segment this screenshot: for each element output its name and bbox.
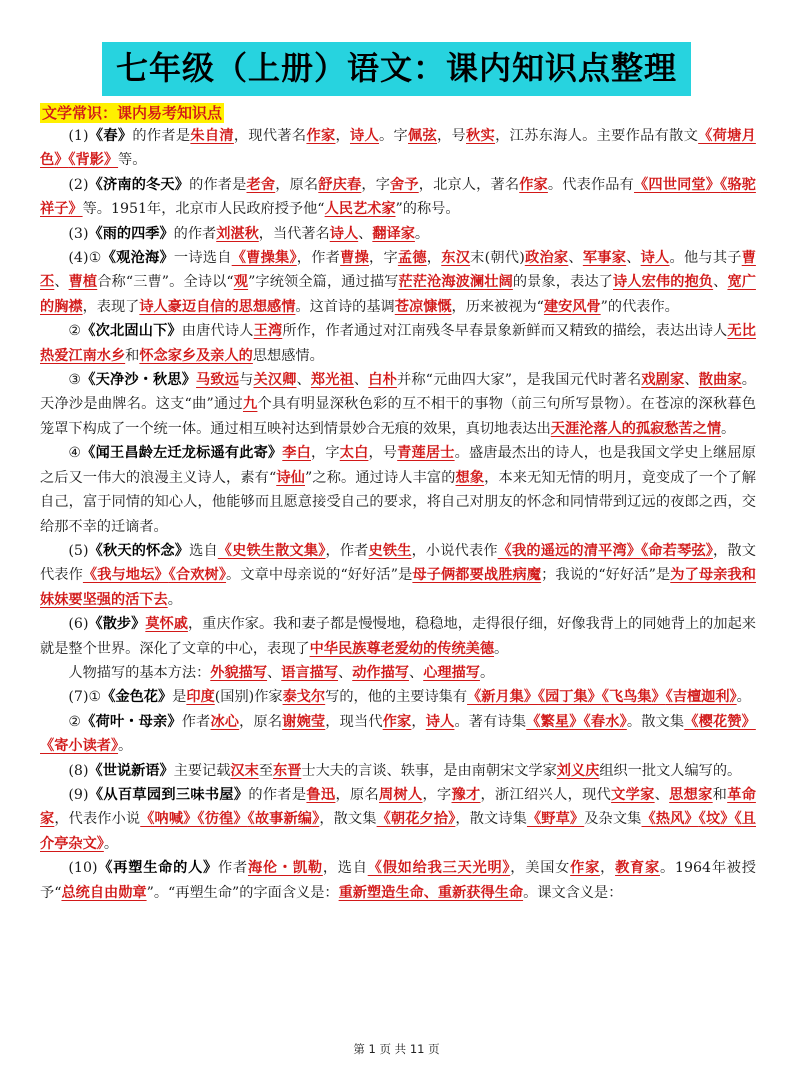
text-run: 、 bbox=[408, 664, 424, 681]
keyword: 《曹操集》 bbox=[231, 250, 297, 267]
text-run: 思想感情。 bbox=[252, 347, 324, 364]
keyword: 《樱花赞》 bbox=[684, 713, 756, 730]
keyword: 马致远 bbox=[196, 372, 240, 389]
paragraph bbox=[40, 246, 756, 319]
keyword: 鲁迅 bbox=[306, 786, 336, 803]
keyword: 泰戈尔 bbox=[282, 689, 326, 706]
text-run: ，本来无知无情的明月，竟变成了一个了解自己，富于同情的知心人，他能够而且愿意接受自己的要求，将自己对朋友的怀念和同情带到辽远的夜郎之西，交给那不幸的迁谪者。 bbox=[40, 469, 756, 535]
keyword: 太白 bbox=[339, 445, 369, 462]
paragraph bbox=[40, 661, 756, 685]
keyword: 《园丁集》 bbox=[538, 689, 602, 706]
keyword: 作家 bbox=[519, 176, 548, 193]
keyword: 母子俩都要战胜病魔 bbox=[412, 567, 542, 584]
text-run: ”字统领全篇，通过描写 bbox=[248, 274, 399, 291]
keyword: 刘湛秋 bbox=[216, 225, 259, 242]
text-run: (3) bbox=[68, 225, 89, 242]
text-run: 。 bbox=[479, 664, 495, 681]
keyword: 《寄小读者》 bbox=[40, 738, 119, 755]
paragraph bbox=[40, 368, 756, 441]
work-title: 《再塑生命的人》 bbox=[97, 860, 219, 877]
keyword: 曹操 bbox=[340, 250, 370, 267]
paragraph bbox=[40, 856, 756, 905]
text-run: 并称“元曲四大家”，是我国元代时著名 bbox=[396, 372, 642, 389]
text-run: 。 bbox=[103, 835, 119, 852]
text-run: (国别)作家 bbox=[214, 689, 283, 706]
text-run: ”之称。通过诗人丰富的 bbox=[305, 469, 456, 486]
text-run: ，字 bbox=[361, 176, 391, 193]
keyword: 海伦・凯勒 bbox=[247, 860, 323, 877]
keyword: 翻译家 bbox=[372, 225, 415, 242]
keyword: 《故事新编》 bbox=[247, 811, 320, 828]
text-run: ② bbox=[68, 323, 82, 340]
keyword: 印度 bbox=[186, 689, 215, 706]
text-run: 、 bbox=[654, 786, 670, 803]
text-run: (1) bbox=[68, 128, 89, 144]
keyword: 曹丕 bbox=[40, 250, 756, 291]
keyword: 曹植 bbox=[68, 274, 98, 291]
keyword: 宽广的胸襟 bbox=[40, 274, 756, 315]
paragraph bbox=[40, 685, 756, 709]
text-run: ，江苏东海人。主要作品有散文 bbox=[495, 128, 699, 144]
keyword: 作家 bbox=[306, 128, 336, 144]
keyword: 舍予 bbox=[390, 176, 419, 193]
work-title: 《次北固山下》 bbox=[81, 323, 182, 340]
keyword: 诗人宏伟的抱负 bbox=[613, 274, 714, 291]
keyword: 舒庆春 bbox=[318, 176, 362, 193]
text-run: 。字 bbox=[379, 128, 409, 144]
keyword: 《我与地坛》 bbox=[82, 567, 169, 584]
keyword: 总统自由勋章 bbox=[61, 884, 147, 901]
keyword: 《我的遥远的清平湾》 bbox=[497, 542, 642, 559]
text-run: ④ bbox=[68, 445, 82, 462]
text-run: 。课文含义是： bbox=[523, 884, 623, 901]
keyword: 《新月集》 bbox=[467, 689, 539, 706]
keyword: 想象 bbox=[455, 469, 485, 486]
keyword: 东汉 bbox=[441, 250, 471, 267]
keyword: 《假如给我三天光明》 bbox=[367, 860, 511, 877]
keyword: 《合欢树》 bbox=[168, 567, 227, 584]
work-title: 《金色花》 bbox=[101, 689, 173, 706]
text-run: 。这首诗的基调 bbox=[295, 298, 395, 315]
text-run: ，现代著名 bbox=[233, 128, 307, 144]
text-run: (5) bbox=[68, 542, 89, 559]
keyword: 文学家 bbox=[611, 786, 655, 803]
keyword: 为了母亲我和妹妹要坚强的活下去 bbox=[40, 567, 756, 608]
keyword: 动作描写 bbox=[352, 664, 409, 681]
work-title: 《散步》 bbox=[88, 616, 146, 633]
text-run: ，小说代表作 bbox=[411, 542, 498, 559]
text-run: ，原名 bbox=[335, 786, 379, 803]
keyword: 九 bbox=[242, 396, 258, 413]
keyword: 《春水》 bbox=[583, 713, 627, 730]
work-title: 《雨的四季》 bbox=[88, 225, 174, 242]
text-run: ，当代著名 bbox=[258, 225, 330, 242]
work-title: 《济南的冬天》 bbox=[88, 176, 190, 193]
work-title: 《观沧海》 bbox=[101, 250, 174, 267]
text-run: 。他与其子 bbox=[669, 250, 742, 267]
text-run: ”的代表作。 bbox=[600, 298, 679, 315]
text-run: (8) bbox=[68, 762, 89, 779]
keyword: 戏剧家 bbox=[641, 372, 685, 389]
text-run: 、 bbox=[684, 372, 699, 389]
text-run: 的作者 bbox=[173, 225, 217, 242]
keyword: 《命若琴弦》 bbox=[641, 542, 714, 559]
text-run: ，字 bbox=[311, 445, 340, 462]
keyword: 茫茫沧海波澜壮阔 bbox=[398, 274, 513, 291]
page-title: 七年级（上册）语文：课内知识点整理 bbox=[102, 42, 691, 96]
keyword: 外貌描写 bbox=[210, 664, 268, 681]
keyword: 郑光祖 bbox=[310, 372, 354, 389]
text-run: 所作，作者通过对江南残冬早春景象新鲜而又精致的描绘，表达出诗人 bbox=[282, 323, 728, 340]
keyword: 诗仙 bbox=[276, 469, 305, 486]
text-run: ，散文诗集 bbox=[455, 811, 527, 828]
keyword: 谢婉莹 bbox=[282, 713, 326, 730]
paragraph bbox=[40, 783, 756, 856]
keyword: 建安风骨 bbox=[543, 298, 601, 315]
keyword: 冰心 bbox=[210, 713, 240, 730]
paragraph bbox=[40, 759, 756, 783]
text-run: ，北京人，著名 bbox=[418, 176, 520, 193]
paragraph bbox=[40, 124, 756, 173]
work-title: 《春》 bbox=[88, 128, 133, 144]
keyword: 教育家 bbox=[615, 860, 660, 877]
keyword: 诗人 bbox=[349, 128, 379, 144]
keyword: 语言描写 bbox=[281, 664, 339, 681]
text-run: ”的称号。 bbox=[395, 201, 460, 218]
keyword: 《朝花夕拾》 bbox=[376, 811, 456, 828]
keyword: 苍凉慷慨 bbox=[394, 298, 452, 315]
section-heading-label: 文学常识：课内易考知识点 bbox=[42, 104, 223, 122]
paragraph bbox=[40, 222, 756, 246]
text-run: 选自 bbox=[189, 542, 218, 559]
paragraph bbox=[40, 710, 756, 759]
keyword: 天涯沦落人的孤寂愁苦之情 bbox=[550, 420, 722, 437]
keyword: 军事家 bbox=[582, 250, 627, 267]
text-run: 主要记载 bbox=[173, 762, 231, 779]
text-run: 人物描写的基本方法： bbox=[68, 664, 211, 681]
keyword: 《背影》 bbox=[68, 152, 119, 169]
keyword: 青莲居士 bbox=[397, 445, 455, 462]
text-run: 。 bbox=[414, 225, 430, 242]
text-run: ，散文集 bbox=[319, 811, 377, 828]
text-run: 至 bbox=[258, 762, 273, 779]
keyword: 莫怀戚 bbox=[145, 616, 188, 633]
keyword: 心理描写 bbox=[423, 664, 480, 681]
text-run: 末(朝代) bbox=[470, 250, 525, 267]
text-run: 、 bbox=[626, 250, 641, 267]
text-run: 。代表作品有 bbox=[547, 176, 635, 193]
text-run: 、 bbox=[54, 274, 69, 291]
keyword: 关汉卿 bbox=[253, 372, 297, 389]
text-run: ， bbox=[426, 250, 442, 267]
work-title: 《世说新语》 bbox=[88, 762, 174, 779]
keyword: 老舍 bbox=[246, 176, 276, 193]
text-run: 作者 bbox=[181, 713, 211, 730]
text-run: 。 bbox=[736, 689, 751, 706]
text-run: ，选自 bbox=[322, 860, 368, 877]
text-run: ② bbox=[68, 713, 82, 730]
keyword: 革命家 bbox=[40, 786, 756, 828]
work-title: 《秋天的怀念》 bbox=[88, 542, 190, 559]
text-run: ，表现了 bbox=[82, 298, 140, 315]
text-run: 的作者是 bbox=[132, 128, 191, 144]
paragraph bbox=[40, 319, 756, 368]
section-heading bbox=[40, 102, 224, 123]
keyword: 中华民族尊老爱幼的传统美德 bbox=[309, 640, 495, 657]
keyword: 诗人 bbox=[329, 225, 359, 242]
text-run: 一诗选自 bbox=[173, 250, 232, 267]
document-body bbox=[40, 124, 756, 905]
keyword: 诗人豪迈自信的思想感情 bbox=[139, 298, 296, 315]
text-run: 。著有诗集 bbox=[454, 713, 527, 730]
text-run: 是 bbox=[172, 689, 187, 706]
keyword: 人民艺术家 bbox=[324, 201, 396, 218]
keyword: 史铁生 bbox=[368, 542, 412, 559]
text-run: 与 bbox=[239, 372, 254, 389]
text-run: 。天净沙是曲牌名。这支“曲”通过 bbox=[40, 372, 756, 413]
text-run: 等。 bbox=[118, 152, 147, 169]
text-run: ，美国女 bbox=[510, 860, 571, 877]
keyword: 《繁星》 bbox=[526, 713, 584, 730]
text-run: ，重庆作家。我和妻子都是慢慢地，稳稳地，走得很仔细，好像我背上的同她背上的加起来就是整个世界。深化了文章的中心，表现了 bbox=[40, 616, 756, 657]
text-run: ， bbox=[411, 713, 426, 730]
text-run: 、 bbox=[267, 664, 282, 681]
keyword: 孟德 bbox=[397, 250, 427, 267]
text-run: ③ bbox=[68, 372, 82, 389]
text-run: 作者 bbox=[218, 860, 248, 877]
keyword: 佩弦 bbox=[408, 128, 438, 144]
text-run: 合称“三曹”。全诗以“ bbox=[97, 274, 234, 291]
text-run: 、 bbox=[296, 372, 311, 389]
text-run: 。 bbox=[118, 738, 133, 755]
text-run: 、 bbox=[358, 225, 373, 242]
keyword: 《飞鸟集》 bbox=[601, 689, 666, 706]
keyword: 《骆驼祥子》 bbox=[40, 176, 756, 218]
keyword: 豫才 bbox=[451, 786, 481, 803]
keyword: 作家 bbox=[382, 713, 412, 730]
keyword: 怀念家乡及亲人的 bbox=[139, 347, 253, 364]
text-run: ，散文代表作 bbox=[40, 542, 756, 584]
text-run: 的作者是 bbox=[248, 786, 307, 803]
keyword: 朱自清 bbox=[190, 128, 234, 144]
keyword: 白朴 bbox=[368, 372, 397, 389]
keyword: 《热风》 bbox=[641, 811, 699, 828]
paragraph bbox=[40, 539, 756, 612]
keyword: 《且介亭杂文》 bbox=[40, 811, 756, 852]
text-run: ；我说的“好好活”是 bbox=[541, 567, 671, 584]
keyword: 《吉檀迦利》 bbox=[665, 689, 737, 706]
text-run: ，原名 bbox=[239, 713, 283, 730]
text-run: (10) bbox=[68, 860, 98, 877]
keyword: 思想家 bbox=[669, 786, 713, 803]
text-run: 的作者是 bbox=[189, 176, 247, 193]
text-run: ，号 bbox=[368, 445, 398, 462]
keyword: 《彷徨》 bbox=[197, 811, 248, 828]
text-run: (2) bbox=[68, 176, 89, 193]
keyword: 《四世同堂》 bbox=[634, 176, 721, 193]
text-run: ，现当代 bbox=[325, 713, 383, 730]
keyword: 《野草》 bbox=[526, 811, 585, 828]
page-footer: 第 1 页 共 11 页 bbox=[353, 1042, 440, 1056]
keyword: 汉末 bbox=[230, 762, 259, 779]
text-run: ，字 bbox=[369, 250, 398, 267]
keyword: 东晋 bbox=[273, 762, 302, 779]
paragraph bbox=[40, 441, 756, 539]
text-run: 和 bbox=[712, 786, 728, 803]
keyword: 周树人 bbox=[378, 786, 423, 803]
text-run: 、 bbox=[568, 250, 583, 267]
text-run: ”。“再塑生命”的字面含义是： bbox=[146, 884, 339, 901]
text-run: (6) bbox=[68, 616, 89, 633]
title-banner bbox=[0, 42, 793, 96]
text-run: ， bbox=[600, 860, 616, 877]
keyword: 诗人 bbox=[425, 713, 455, 730]
text-run: 、 bbox=[713, 274, 728, 291]
text-run: 、 bbox=[353, 372, 369, 389]
paragraph bbox=[40, 612, 756, 661]
keyword: 王湾 bbox=[253, 323, 283, 340]
text-run: 。 bbox=[167, 591, 182, 608]
keyword: 无比热爱江南水乡 bbox=[40, 323, 756, 364]
text-run: ，代表作小说 bbox=[54, 811, 141, 828]
keyword: 《史铁生散文集》 bbox=[217, 542, 326, 559]
text-run: ， bbox=[335, 128, 350, 144]
keyword: 政治家 bbox=[524, 250, 569, 267]
work-title: 《天净沙・秋思》 bbox=[81, 372, 197, 389]
text-run: ，作者 bbox=[296, 250, 341, 267]
keyword: 诗人 bbox=[640, 250, 670, 267]
text-run: ，作者 bbox=[325, 542, 369, 559]
keyword: 李白 bbox=[282, 445, 311, 462]
text-run: 由唐代诗人 bbox=[181, 323, 254, 340]
text-run: 。文章中母亲说的“好好活”是 bbox=[226, 567, 413, 584]
text-run: 写的，他的主要诗集有 bbox=[325, 689, 468, 706]
text-run: (7)① bbox=[68, 689, 102, 706]
work-title: 《闻王昌龄左迁龙标遥有此寄》 bbox=[81, 445, 283, 462]
text-run: ，字 bbox=[422, 786, 452, 803]
keyword: 《荷塘月色》 bbox=[40, 128, 756, 169]
text-run: ，浙江绍兴人，现代 bbox=[480, 786, 612, 803]
keyword: 《呐喊》 bbox=[140, 811, 198, 828]
keyword: 散曲家 bbox=[698, 372, 742, 389]
text-run: ，历来被视为“ bbox=[451, 298, 544, 315]
text-run: 。盛唐最杰出的诗人，也是我国文学史上继屈原之后又一伟大的浪漫主义诗人，素有“ bbox=[40, 445, 756, 486]
keyword: 作家 bbox=[570, 860, 601, 877]
text-run: (4)① bbox=[68, 250, 102, 267]
text-run: 士大夫的言谈、轶事，是由南朝宋文学家 bbox=[301, 762, 557, 779]
text-run: 。散文集 bbox=[626, 713, 685, 730]
text-run: ，原名 bbox=[275, 176, 319, 193]
text-run: 及杂文集 bbox=[584, 811, 642, 828]
text-run: 和 bbox=[125, 347, 140, 364]
text-run: 个具有明显深秋色彩的互不相干的事物（前三句所写景物）。在苍凉的深秋暮色笼罩下构成了一个统一体。通过相互映衬达到情景妙合无痕的效果，真切地表达出 bbox=[40, 396, 756, 437]
text-run: 。 bbox=[721, 420, 736, 437]
keyword: 观 bbox=[233, 274, 249, 291]
text-run: 。 bbox=[494, 640, 509, 657]
text-run: (9) bbox=[68, 786, 89, 803]
paragraph bbox=[40, 173, 756, 222]
keyword: 秋实 bbox=[466, 128, 496, 144]
keyword: 刘义庆 bbox=[556, 762, 600, 779]
keyword: 重新塑造生命、重新获得生命 bbox=[338, 884, 524, 901]
work-title: 《从百草园到三味书屋》 bbox=[88, 786, 249, 803]
keyword: 《坟》 bbox=[698, 811, 735, 828]
text-run: 。1964年被授予“ bbox=[40, 860, 756, 901]
work-title: 《荷叶・母亲》 bbox=[81, 713, 182, 730]
text-run: 等。1951年，北京市人民政府授予他“ bbox=[82, 201, 325, 218]
text-run: 、 bbox=[338, 664, 353, 681]
text-run: 的景象，表达了 bbox=[512, 274, 613, 291]
text-run: ，号 bbox=[437, 128, 467, 144]
text-run: 组织一批文人编写的。 bbox=[599, 762, 742, 779]
